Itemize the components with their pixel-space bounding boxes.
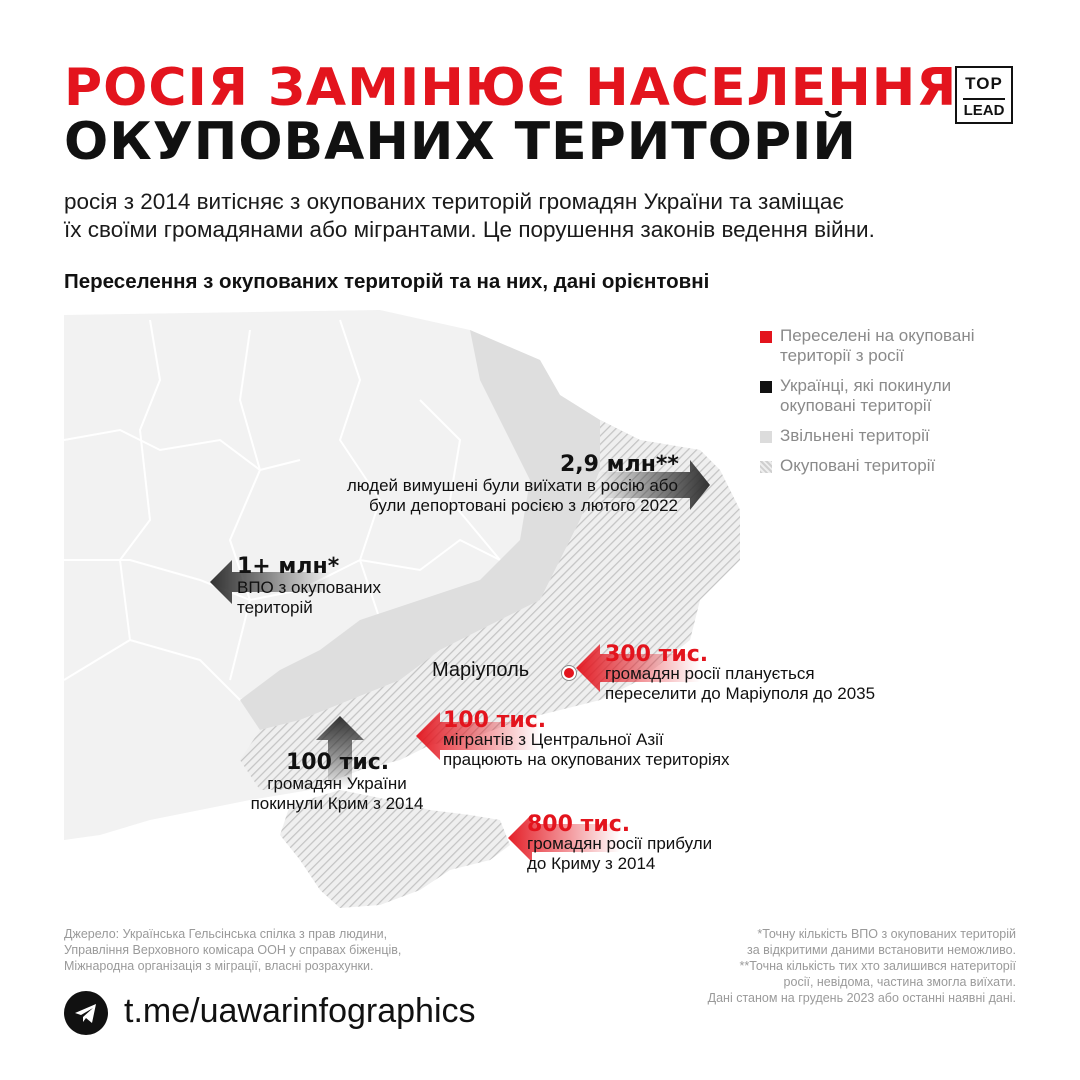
legend-label: території з росії — [780, 346, 905, 365]
legend-swatch-red — [760, 331, 772, 343]
idp-line-1: ВПО з окупованих — [237, 578, 381, 597]
logo-bottom-text: LEAD — [963, 98, 1005, 119]
crimea-arrived-line-1: громадян росії прибули — [527, 834, 713, 853]
lead-paragraph — [64, 188, 1024, 244]
crimea-arrived-text — [527, 834, 712, 874]
sources-note — [64, 926, 401, 974]
sources-line-2: Управління Верховного комісара ООН у справах біженців, — [64, 943, 402, 957]
mariupol-line-2: переселити до Маріуполя до 2035 — [605, 684, 876, 703]
footnote-line-2: за відкритими даними встановити неможливо. — [747, 943, 1016, 957]
idp-line-2: територій — [237, 598, 313, 617]
deported-line-2: були депортовані росією з лютого 2022 — [369, 496, 678, 515]
idp-text — [237, 578, 381, 618]
crimea-left-value: 100 тис. — [286, 750, 390, 775]
legend-item-relocated-from-russia — [760, 326, 1060, 366]
idp-value: 1+ млн* — [237, 554, 340, 579]
legend-swatch-black — [760, 381, 772, 393]
deported-text — [347, 476, 678, 516]
crimea-arrived-value: 800 тис. — [527, 812, 631, 837]
migrants-text — [443, 730, 730, 770]
legend-label: Окуповані території — [780, 456, 936, 475]
crimea-left-line-2: покинули Крим з 2014 — [250, 794, 424, 813]
legend-swatch-light — [760, 431, 772, 443]
telegram-channel-link[interactable]: t.me/uawarinfographics — [124, 992, 476, 1030]
lead-line-2: їх своїми громадянами або мігрантами. Це порушення законів ведення війни. — [64, 217, 875, 242]
title-line-2: ОКУПОВАНИХ ТЕРИТОРІЙ — [64, 112, 857, 172]
footnote-line-5: Дані станом на грудень 2023 або останні наявні дані. — [707, 991, 1016, 1005]
footnote-line-1: *Точну кількість ВПО з окупованих територій — [757, 927, 1016, 941]
mariupol-value: 300 тис. — [605, 642, 709, 667]
legend-label: Українці, які покинули — [780, 376, 952, 395]
sources-line-3: Міжнародна організація з міграції, власні розрахунки. — [64, 959, 374, 973]
mariupol-text — [605, 664, 875, 704]
migrants-line-2: працюють на окупованих територіях — [443, 750, 730, 769]
footnote-line-3: **Точна кількість тих хто залишився натериторії — [739, 959, 1016, 973]
top-lead-logo — [955, 66, 1013, 124]
telegram-icon[interactable] — [64, 991, 108, 1035]
legend-item-liberated — [760, 426, 1060, 446]
mariupol-line-1: громадян росії планується — [605, 664, 815, 683]
footnote-line-4: росії, невідома, частина змогла виїхати. — [783, 975, 1016, 989]
logo-top-text: TOP — [965, 74, 1003, 93]
deported-value: 2,9 млн** — [560, 452, 679, 477]
title-line-1: РОСІЯ ЗАМІНЮЄ НАСЕЛЕННЯ — [64, 58, 958, 118]
lead-line-1: росія з 2014 витісняє з окупованих територій громадян України та заміщає — [64, 189, 844, 214]
map-legend — [760, 326, 1060, 486]
migrants-line-1: мігрантів з Центральної Азії — [443, 730, 664, 749]
crimea-arrived-line-2: до Криму з 2014 — [527, 854, 656, 873]
sources-line-1: Джерело: Українська Гельсінська спілка з прав людини, — [64, 927, 388, 941]
city-label-mariupol: Маріуполь — [432, 659, 530, 681]
legend-swatch-hatched — [760, 461, 772, 473]
legend-label: окуповані території — [780, 396, 932, 415]
legend-label: Звільнені території — [780, 426, 930, 445]
legend-item-ukrainians-left — [760, 376, 1060, 416]
deported-line-1: людей вимушені були виїхати в росію або — [346, 476, 678, 495]
city-marker-mariupol — [562, 666, 576, 680]
legend-item-occupied — [760, 456, 1060, 476]
footnotes — [708, 926, 1016, 1006]
telegram-plane-glyph — [64, 991, 108, 1035]
crimea-left-text — [222, 774, 452, 814]
migrants-value: 100 тис. — [443, 708, 547, 733]
legend-label: Переселені на окуповані — [780, 326, 975, 345]
map-subtitle: Переселення з окупованих територій та на них, дані орієнтовні — [64, 270, 710, 293]
crimea-left-line-1: громадян України — [267, 774, 407, 793]
